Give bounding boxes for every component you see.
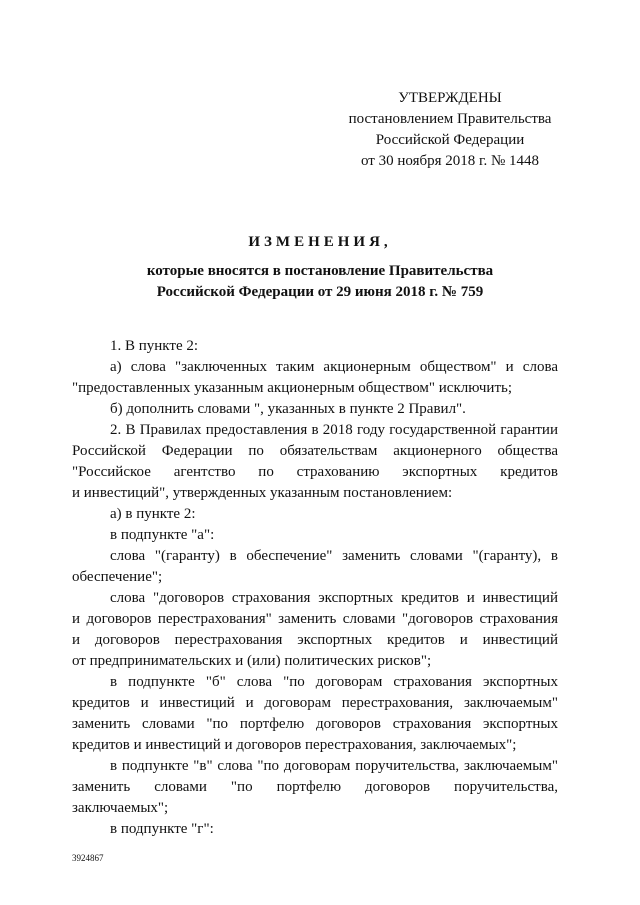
subtitle-line: которые вносятся в постановление Правительства bbox=[146, 263, 494, 279]
body-text-line: в подпункте "а": bbox=[110, 527, 215, 543]
body-text-line: слова "(гаранту) в обеспечение" заменить словами "(гаранту), в bbox=[110, 548, 558, 564]
body-text-line: "Российское агентство по страхованию экспортных кредитов bbox=[72, 464, 558, 480]
body-text-line: заменить словами "по портфелю договоров поручительства, bbox=[72, 779, 558, 795]
body-text-line: Российской Федерации по обязательствам акционерного общества bbox=[72, 443, 558, 459]
body-text-line: и договоров перестрахования" заменить словами "договоров страхования bbox=[72, 611, 558, 627]
body-text-line: слова "договоров страхования экспортных кредитов и инвестиций bbox=[110, 590, 558, 606]
body-text-line: б) дополнить словами ", указанных в пункте 2 Правил". bbox=[110, 401, 466, 417]
body-text-line: кредитов и инвестиций и договоров перестрахования, заключаемых"; bbox=[72, 737, 517, 753]
approval-line: постановлением Правительства bbox=[348, 111, 552, 127]
document-body bbox=[72, 336, 558, 840]
body-text-line: в подпункте "в" слова "по договорам поручительства, заключаемым" bbox=[110, 758, 558, 774]
document-subtitle bbox=[0, 261, 640, 303]
approval-heading: УТВЕРЖДЕНЫ bbox=[398, 90, 502, 106]
body-text-line: в подпункте "г": bbox=[110, 821, 214, 837]
approval-line: Российской Федерации bbox=[375, 132, 525, 148]
body-text-line: и инвестиций", утвержденных указанным постановлением: bbox=[72, 485, 453, 501]
approval-block bbox=[336, 88, 564, 172]
body-text-line: заключаемых"; bbox=[72, 800, 169, 816]
body-text-line: а) в пункте 2: bbox=[110, 506, 196, 522]
body-text-line: обеспечение"; bbox=[72, 569, 163, 585]
body-text-line: 1. В пункте 2: bbox=[110, 338, 199, 354]
body-text-line: в подпункте "б" слова "по договорам страхования экспортных bbox=[110, 674, 558, 690]
body-text-line: кредитов и инвестиций и договорам перестрахования, заключаемым" bbox=[72, 695, 558, 711]
body-text-line: заменить словами "по портфелю договоров страхования экспортных bbox=[72, 716, 558, 732]
body-text-line: 2. В Правилах предоставления в 2018 году государственной гарантии bbox=[110, 422, 558, 438]
body-text-line: а) слова "заключенных таким акционерным обществом" и слова bbox=[110, 359, 558, 375]
body-text-line: от предпринимательских и (или) политических рисков"; bbox=[72, 653, 432, 669]
document-number: 3924867 bbox=[72, 853, 104, 863]
approval-date-number: от 30 ноября 2018 г. № 1448 bbox=[360, 153, 540, 169]
subtitle-line: Российской Федерации от 29 июня 2018 г. № 759 bbox=[156, 284, 484, 300]
body-text-line: и договоров перестрахования экспортных кредитов и инвестиций bbox=[72, 632, 558, 648]
document-title: ИЗМЕНЕНИЯ, bbox=[248, 234, 392, 250]
body-text-line: "предоставленных указанным акционерным обществом" исключить; bbox=[72, 380, 513, 396]
